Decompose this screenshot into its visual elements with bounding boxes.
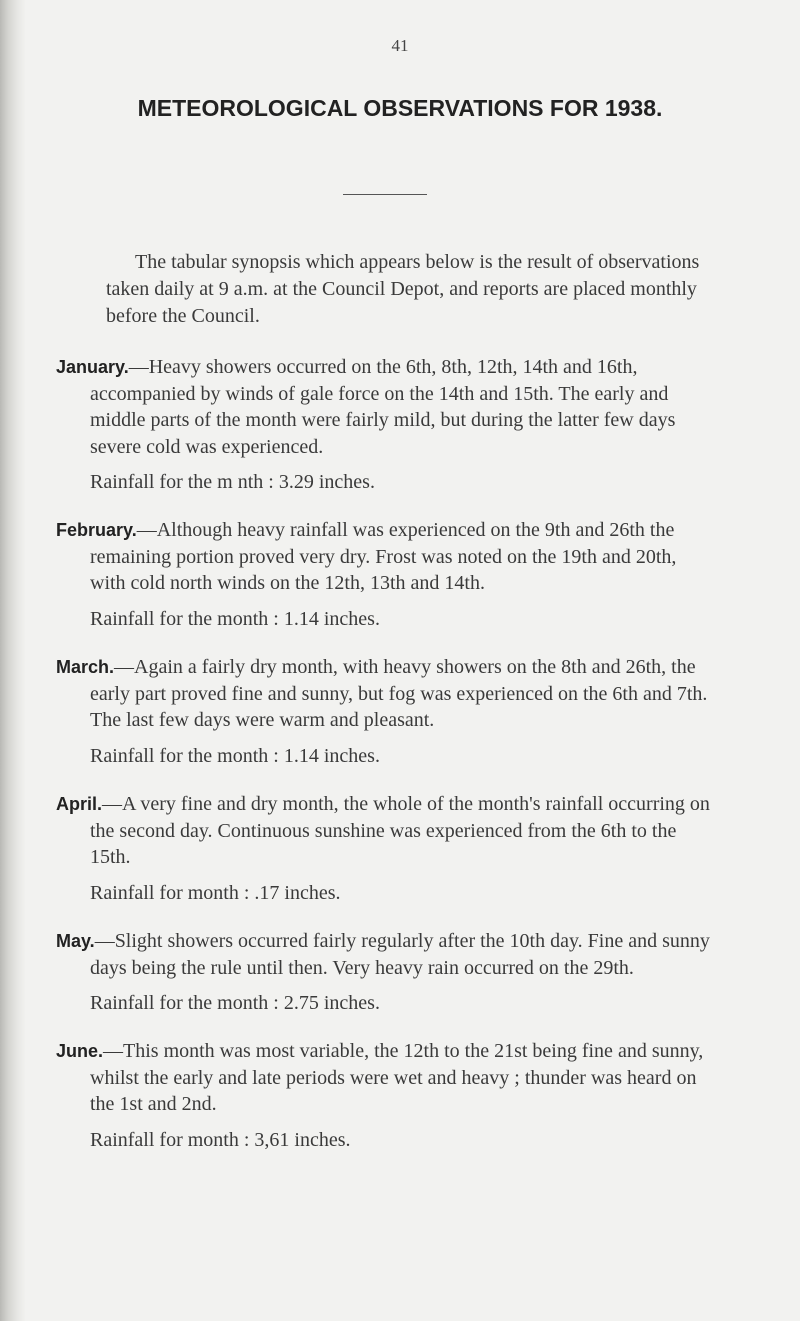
rainfall-line: Rainfall for month : .17 inches.: [90, 881, 341, 904]
month-section-april: [56, 791, 716, 906]
month-text: —Although heavy rainfall was experienced on the 9th and 26th the remaining portion proved very dry. Frost was noted on the 19th and 20th, with cold north winds on the 12th, 13th and 14th.: [90, 519, 677, 594]
page-spine-shadow: [0, 0, 26, 1321]
month-paragraph: [56, 791, 716, 871]
month-text: —Heavy showers occurred on the 6th, 8th, 12th, 14th and 16th, accompanied by winds of gale force on the 14th and 15th. The early and middle parts of the month were fairly mild, but during the latter few days severe cold was experienced.: [90, 356, 676, 458]
title-divider: [343, 194, 427, 195]
month-paragraph: [56, 517, 716, 597]
document-title: METEOROLOGICAL OBSERVATIONS FOR 1938.: [137, 95, 663, 121]
rainfall-line: Rainfall for the month : 2.75 inches.: [90, 992, 380, 1014]
rainfall-line: Rainfall for month : 3,61 inches.: [90, 1128, 351, 1151]
month-paragraph: [56, 354, 716, 460]
month-name: March.: [56, 657, 115, 677]
month-paragraph: [56, 928, 716, 981]
month-paragraph: [56, 654, 716, 734]
month-text: —This month was most variable, the 12th to the 21st being fine and sunny, whilst the early and late periods were wet and heavy ; thunder was heard on the 1st and 2nd.: [90, 1040, 704, 1115]
month-name: February.: [56, 520, 137, 540]
month-section-may: [56, 928, 716, 1016]
month-paragraph: [56, 1038, 716, 1118]
month-name: May.: [56, 931, 95, 951]
month-name: January.: [56, 357, 129, 377]
intro-paragraph: The tabular synopsis which appears below is the result of observations taken daily at 9 a.m. at the Council Depot, and reports are placed monthly before the Council.: [106, 251, 700, 327]
month-section-june: [56, 1038, 716, 1153]
month-name: April.: [56, 794, 103, 814]
month-section-january: [56, 354, 716, 495]
month-name: June.: [56, 1041, 104, 1061]
rainfall-line: Rainfall for the month : 1.14 inches.: [90, 744, 380, 767]
rainfall-line: Rainfall for the month : 1.14 inches.: [90, 607, 380, 630]
month-section-february: [56, 517, 716, 632]
month-text: —Slight showers occurred fairly regularly after the 10th day. Fine and sunny days being the rule until then. Very heavy rain occurred on the 29th.: [90, 930, 710, 979]
month-text: —Again a fairly dry month, with heavy showers on the 8th and 26th, the early part proved fine and sunny, but fog was experienced on the 6th and 7th. The last few days were warm and pleasant.: [90, 656, 708, 731]
rainfall-line: Rainfall for the m nth : 3.29 inches.: [90, 471, 375, 493]
month-section-march: [56, 654, 716, 769]
month-text: —A very fine and dry month, the whole of the month's rainfall occurring on the second day. Continuous sunshine was experienced from the 6th to the 15th.: [90, 793, 710, 868]
page-number: 41: [391, 36, 409, 55]
